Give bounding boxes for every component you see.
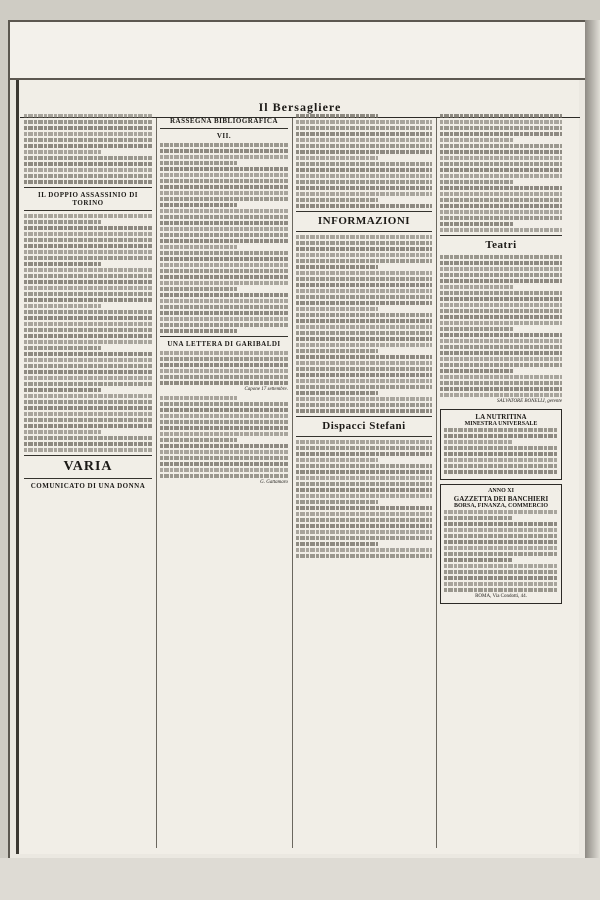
heading-rassegna: RASSEGNA BIBLIOGRAFICA: [169, 117, 279, 125]
masthead-title: Il Bersagliere: [258, 100, 342, 114]
advert-gazzetta: [440, 484, 562, 604]
column-4-text: [440, 114, 562, 232]
gerente-signature: SALVATORE BONELLI, gerente: [497, 399, 562, 404]
rule: [296, 231, 432, 232]
advert-subtitle: MINESTRA UNIVERSALE: [464, 421, 538, 427]
rule: [24, 478, 152, 479]
heading-comunicato: COMUNICATO DI UNA DONNA: [30, 482, 146, 490]
rule: [24, 455, 152, 456]
dispacci-body: [296, 440, 432, 558]
article-body: [24, 214, 152, 452]
column-4: [440, 114, 562, 854]
rule: [24, 187, 152, 188]
bottom-margin: [0, 858, 600, 900]
rule: [296, 211, 432, 212]
advert-subtitle: BORSA, FINANZA, COMMERCIO: [453, 503, 548, 509]
column-separator: [436, 118, 437, 848]
column-2: [160, 114, 288, 854]
advert-address: ROMA, Via Condotti, 44.: [475, 594, 527, 599]
page-top-margin: [10, 22, 586, 80]
advert-year: ANNO XI: [488, 488, 514, 494]
advert-body: [444, 428, 558, 474]
column-separator: [156, 118, 157, 848]
heading-teatri: Teatri: [485, 239, 517, 251]
letter-signature: G. Gattamaro: [260, 480, 288, 485]
advert-nutritina: [440, 409, 562, 480]
review-body: [160, 143, 288, 333]
column-1: [24, 114, 152, 854]
heading-varia: VARIA: [63, 459, 113, 474]
rule: [296, 416, 432, 417]
letter-body: [160, 351, 288, 385]
column-3: [296, 114, 432, 854]
section-number: VII.: [216, 132, 232, 140]
heading-lettera-garibaldi: UNA LETTERA DI GARIBALDI: [167, 340, 281, 348]
heading-informazioni: INFORMAZIONI: [317, 215, 411, 227]
rule: [24, 210, 152, 211]
advert-title: LA NUTRITINA: [475, 413, 527, 421]
heading-dispacci-stefani: Dispacci Stefani: [322, 420, 406, 432]
letter-dateline: Capone 17 settembre.: [244, 387, 288, 392]
teatri-body: [440, 255, 562, 397]
rule: [440, 235, 562, 236]
advert-body: [444, 510, 558, 592]
advert-title: GAZZETTA DEI BANCHIERI: [453, 495, 549, 503]
letter-body: [160, 396, 288, 478]
column-separator: [292, 118, 293, 848]
rule: [296, 436, 432, 437]
informazioni-body: [296, 235, 432, 413]
rule: [160, 336, 288, 337]
rule: [160, 128, 288, 129]
column-1-text: [24, 114, 152, 184]
column-3-text: [296, 114, 432, 208]
page-edge-shadow: [585, 20, 600, 900]
heading-torino: IL DOPPIO ASSASSINIO DI TORINO: [37, 191, 138, 207]
